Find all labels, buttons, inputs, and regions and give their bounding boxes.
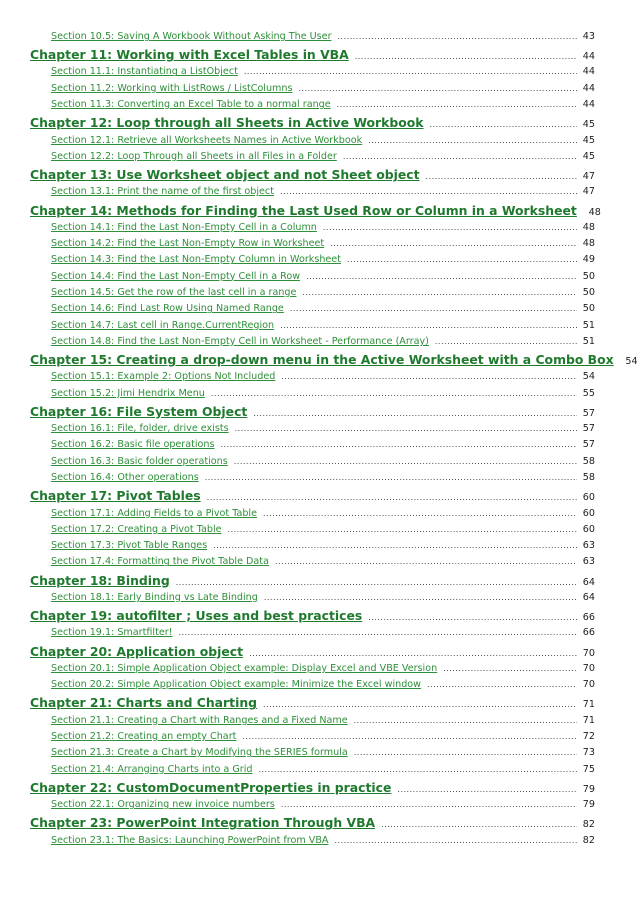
dot-leader — [290, 304, 577, 313]
toc-section-link[interactable]: Section 14.8: Find the Last Non-Empty Cell in Worksheet - Performance (Array) — [51, 335, 429, 347]
toc-section-row[interactable] — [30, 747, 595, 763]
toc-section-row[interactable] — [30, 238, 595, 254]
toc-chapter-row[interactable] — [30, 167, 595, 186]
page-number: 64 — [582, 576, 595, 588]
dot-leader — [397, 785, 577, 794]
toc-chapter-link[interactable]: Chapter 15: Creating a drop-down menu in the Active Worksheet with a Combo Box — [30, 352, 614, 368]
dot-leader — [249, 649, 577, 658]
toc-chapter-link[interactable]: Chapter 14: Methods for Finding the Last Used Row or Column in a Worksheet — [30, 202, 577, 218]
page-number: 43 — [582, 31, 595, 42]
toc-section-row[interactable] — [30, 336, 595, 352]
toc-section-row[interactable] — [30, 423, 595, 439]
toc-section-row[interactable] — [30, 540, 595, 556]
table-of-contents — [30, 31, 638, 851]
toc-section-link[interactable]: Section 17.4: Formatting the Pivot Table Data — [51, 556, 269, 568]
dot-leader — [381, 820, 577, 829]
toc-chapter-row[interactable] — [30, 815, 595, 834]
page-number: 60 — [582, 507, 595, 519]
toc-section-row[interactable] — [30, 388, 595, 404]
toc-section-link[interactable]: Section 23.1: The Basics: Launching PowerPoint from VBA — [51, 834, 329, 846]
dot-leader — [235, 424, 577, 433]
dot-leader — [263, 700, 577, 709]
dot-leader — [264, 593, 577, 602]
toc-section-row[interactable] — [30, 287, 595, 303]
page-number: 54 — [625, 356, 638, 368]
toc-section-link[interactable]: Section 16.4: Other operations — [51, 472, 199, 484]
page-number: 70 — [582, 679, 595, 691]
page-number: 49 — [582, 254, 595, 266]
toc-section-link[interactable]: Section 11.2: Working with ListRows / ListColumns — [51, 82, 293, 94]
dot-leader — [242, 732, 577, 741]
toc-chapter-link[interactable]: Chapter 19: autofilter ; Uses and best practices — [30, 608, 363, 624]
toc-chapter-link[interactable]: Chapter 16: File System Object — [30, 403, 248, 419]
page-number: 45 — [582, 134, 595, 146]
toc-section-row[interactable] — [30, 66, 595, 82]
toc-section-row[interactable] — [30, 371, 595, 387]
toc-section-row[interactable] — [30, 83, 595, 99]
dot-leader — [213, 541, 577, 550]
toc-section-row[interactable] — [30, 31, 595, 47]
toc-chapter-row[interactable] — [30, 695, 595, 714]
toc-chapter-link[interactable]: Chapter 11: Working with Excel Tables in VBA — [30, 47, 349, 63]
page-number: 44 — [582, 51, 595, 63]
toc-section-row[interactable] — [30, 254, 595, 270]
toc-chapter-link[interactable]: Chapter 12: Loop through all Sheets in Active Workbook — [30, 115, 424, 131]
dot-leader — [298, 84, 577, 93]
toc-section-link[interactable]: Section 21.2: Creating an empty Chart — [51, 730, 237, 742]
page-number: 50 — [582, 287, 595, 299]
toc-section-link[interactable]: Section 18.1: Early Binding vs Late Binding — [51, 591, 258, 603]
toc-chapter-link[interactable]: Chapter 17: Pivot Tables — [30, 488, 201, 504]
toc-section-link[interactable]: Section 14.2: Find the Last Non-Empty Row in Worksheet — [51, 238, 325, 250]
toc-section-row[interactable] — [30, 731, 595, 747]
toc-section-row[interactable] — [30, 186, 595, 202]
toc-section-link[interactable]: Section 16.3: Basic folder operations — [51, 455, 228, 467]
dot-leader — [207, 493, 577, 502]
dot-leader — [221, 440, 577, 449]
toc-section-row[interactable] — [30, 508, 595, 524]
dot-leader — [347, 255, 577, 264]
page-number: 63 — [582, 556, 595, 568]
toc-section-row[interactable] — [30, 439, 595, 455]
dot-leader — [330, 239, 577, 248]
toc-section-row[interactable] — [30, 472, 595, 488]
toc-section-link[interactable]: Section 11.3: Converting an Excel Table to a normal range — [51, 99, 331, 111]
page-number: 57 — [582, 439, 595, 451]
toc-chapter-row[interactable] — [30, 115, 595, 134]
page-number: 63 — [582, 540, 595, 552]
dot-leader — [354, 716, 577, 725]
toc-section-link[interactable]: Section 20.2: Simple Application Object example: Minimize the Excel window — [51, 679, 422, 691]
page-number: 44 — [582, 99, 595, 111]
toc-section-row[interactable] — [30, 271, 595, 287]
toc-chapter-link[interactable]: Chapter 22: CustomDocumentProperties in practice — [30, 779, 392, 795]
dot-leader — [426, 172, 577, 181]
page-number: 54 — [582, 371, 595, 383]
toc-section-link[interactable]: Section 14.1: Find the Last Non-Empty Cell in a Column — [51, 221, 317, 233]
toc-section-row[interactable] — [30, 524, 595, 540]
toc-chapter-link[interactable]: Chapter 21: Charts and Charting — [30, 695, 258, 711]
page-number: 48 — [582, 221, 595, 233]
page-number: 44 — [582, 66, 595, 78]
page-number: 72 — [582, 730, 595, 742]
toc-section-link[interactable]: Section 21.4: Arranging Charts into a Grid — [51, 763, 253, 775]
dot-leader — [275, 557, 577, 566]
page-number: 60 — [582, 523, 595, 535]
toc-section-link[interactable]: Section 20.1: Simple Application Object example: Display Excel and VBE Version — [51, 662, 438, 674]
page-number: 79 — [582, 799, 595, 811]
dot-leader — [302, 288, 577, 297]
toc-section-row[interactable] — [30, 135, 595, 151]
dot-leader — [323, 223, 577, 232]
dot-leader — [205, 473, 577, 482]
dot-leader — [228, 525, 577, 534]
dot-leader — [253, 409, 577, 418]
page-number: 57 — [582, 407, 595, 419]
toc-section-link[interactable]: Section 15.2: Jimi Hendrix Menu — [51, 387, 205, 399]
page-number: 73 — [582, 747, 595, 759]
toc-chapter-row[interactable] — [30, 352, 638, 371]
toc-section-row[interactable] — [30, 764, 595, 780]
toc-section-row[interactable] — [30, 715, 595, 731]
dot-leader — [280, 187, 577, 196]
dot-leader — [337, 100, 577, 109]
dot-leader — [343, 152, 577, 161]
toc-section-link[interactable]: Section 11.1: Instantiating a ListObject — [51, 66, 238, 78]
toc-chapter-row[interactable] — [30, 202, 601, 222]
dot-leader — [355, 52, 577, 61]
page-number: 71 — [582, 714, 595, 726]
page-number: 57 — [582, 423, 595, 435]
toc-chapter-row[interactable] — [30, 573, 595, 592]
dot-leader — [179, 628, 577, 637]
toc-section-link[interactable]: Section 22.1: Organizing new invoice numbers — [51, 799, 275, 811]
toc-section-link[interactable]: Section 10.5: Saving A Workbook Without Asking The User — [51, 31, 332, 42]
toc-section-row[interactable] — [30, 679, 595, 695]
page-number: 64 — [582, 591, 595, 603]
toc-section-link[interactable]: Section 21.1: Creating a Chart with Ranges and a Fixed Name — [51, 714, 348, 726]
page-number: 55 — [582, 387, 595, 399]
toc-chapter-row[interactable] — [30, 488, 595, 507]
dot-leader — [338, 32, 577, 41]
dot-leader — [430, 120, 577, 129]
toc-section-row[interactable] — [30, 99, 595, 115]
dot-leader — [306, 272, 577, 281]
dot-leader — [281, 372, 577, 381]
page-number: 51 — [582, 319, 595, 331]
dot-leader — [244, 67, 577, 76]
toc-section-link[interactable]: Section 15.1: Example 2: Options Not Included — [51, 371, 276, 383]
toc-section-row[interactable] — [30, 222, 595, 238]
page-number: 82 — [582, 834, 595, 846]
page-number: 48 — [588, 206, 601, 218]
toc-section-link[interactable]: Section 14.3: Find the Last Non-Empty Column in Worksheet — [51, 254, 341, 266]
dot-leader — [368, 136, 577, 145]
toc-section-row[interactable] — [30, 320, 595, 336]
dot-leader — [335, 836, 578, 845]
page-number: 47 — [582, 186, 595, 198]
toc-section-link[interactable]: Section 17.3: Pivot Table Ranges — [51, 540, 208, 552]
toc-section-row[interactable] — [30, 592, 595, 608]
toc-section-link[interactable]: Section 17.2: Creating a Pivot Table — [51, 523, 222, 535]
toc-section-link[interactable]: Section 13.1: Print the name of the first object — [51, 186, 274, 198]
page-number: 58 — [582, 472, 595, 484]
page-number: 44 — [582, 82, 595, 94]
dot-leader — [258, 765, 577, 774]
toc-section-link[interactable]: Section 19.1: Smartfilter! — [51, 627, 173, 639]
dot-leader — [443, 664, 577, 673]
page-number: 66 — [582, 612, 595, 624]
page-number: 70 — [582, 647, 595, 659]
page-number: 50 — [582, 270, 595, 282]
toc-section-link[interactable]: Section 14.4: Find the Last Non-Empty Cell in a Row — [51, 270, 301, 282]
toc-chapter-link[interactable]: Chapter 20: Application object — [30, 643, 244, 659]
toc-section-link[interactable]: Section 14.5: Get the row of the last cell in a range — [51, 287, 297, 299]
dot-leader — [263, 509, 577, 518]
page-number: 70 — [582, 662, 595, 674]
toc-section-row[interactable] — [30, 303, 595, 319]
toc-section-link[interactable]: Section 17.1: Adding Fields to a Pivot Table — [51, 507, 258, 519]
dot-leader — [234, 457, 577, 466]
page-number: 50 — [582, 303, 595, 315]
toc-section-link[interactable]: Section 14.6: Find Last Row Using Named Range — [51, 303, 284, 315]
toc-chapter-row[interactable] — [30, 608, 595, 627]
toc-chapter-row[interactable] — [30, 47, 595, 66]
dot-leader — [176, 578, 577, 587]
dot-leader — [368, 613, 577, 622]
toc-chapter-link[interactable]: Chapter 13: Use Worksheet object and not Sheet object — [30, 167, 420, 183]
page-number: 79 — [582, 783, 595, 795]
page-number: 45 — [582, 150, 595, 162]
dot-leader — [435, 337, 577, 346]
toc-section-link[interactable]: Section 16.2: Basic file operations — [51, 439, 215, 451]
toc-section-link[interactable]: Section 12.1: Retrieve all Worksheets Names in Active Workbook — [51, 134, 363, 146]
toc-section-link[interactable]: Section 12.2: Loop Through all Sheets in all Files in a Folder — [51, 150, 337, 162]
page-number: 51 — [582, 335, 595, 347]
page-number: 71 — [582, 699, 595, 711]
toc-chapter-link[interactable]: Chapter 18: Binding — [30, 572, 170, 588]
toc-section-row[interactable] — [30, 556, 595, 572]
toc-chapter-row[interactable] — [30, 404, 595, 423]
dot-leader — [211, 389, 577, 398]
toc-chapter-row[interactable] — [30, 780, 595, 799]
dot-leader — [354, 748, 577, 757]
toc-chapter-link[interactable]: Chapter 23: PowerPoint Integration Through VBA — [30, 815, 376, 831]
page-number: 58 — [582, 455, 595, 467]
toc-section-link[interactable]: Section 16.1: File, folder, drive exists — [51, 423, 229, 435]
page-number: 45 — [582, 119, 595, 131]
dot-leader — [427, 680, 577, 689]
page-number: 82 — [582, 819, 595, 831]
dot-leader — [280, 321, 577, 330]
toc-section-row[interactable] — [30, 663, 595, 679]
toc-section-row[interactable] — [30, 627, 595, 643]
page-number: 66 — [582, 627, 595, 639]
toc-chapter-row[interactable] — [30, 644, 595, 663]
toc-section-link[interactable]: Section 14.7: Last cell in Range.CurrentRegion — [51, 319, 275, 331]
page-number: 47 — [582, 171, 595, 183]
toc-section-row[interactable] — [30, 151, 595, 167]
dot-leader — [281, 800, 577, 809]
toc-section-row[interactable] — [30, 799, 595, 815]
page-number: 48 — [582, 238, 595, 250]
toc-section-link[interactable]: Section 21.3: Create a Chart by Modifying the SERIES formula — [51, 747, 348, 759]
toc-section-row[interactable] — [30, 835, 595, 851]
page-number: 60 — [582, 492, 595, 504]
toc-section-row[interactable] — [30, 456, 595, 472]
page-number: 75 — [582, 763, 595, 775]
